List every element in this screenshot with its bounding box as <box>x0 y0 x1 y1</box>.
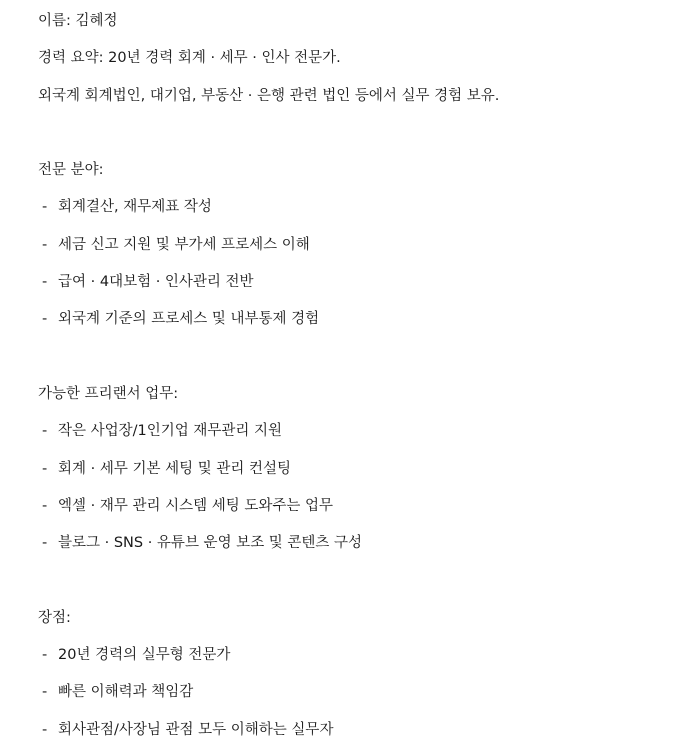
freelance-item-text: 블로그 · SNS · 유튜브 운영 보조 및 콘텐츠 구성 <box>58 535 363 552</box>
strengths-item-text: 20년 경력의 실무형 전문가 <box>58 647 231 664</box>
freelance-item <box>38 532 690 569</box>
expertise-heading: 전문 분야: <box>38 162 104 179</box>
expertise-item-text: 외국계 기준의 프로세스 및 내부통제 경험 <box>58 311 320 328</box>
expertise-item <box>38 234 690 271</box>
spacer <box>38 122 690 159</box>
freelance-item-text: 회계 · 세무 기본 세팅 및 관리 컨설팅 <box>58 460 291 477</box>
strengths-item-text: 빠른 이해력과 책임감 <box>58 684 194 701</box>
bullet-dash: - <box>42 199 48 216</box>
freelance-item <box>38 458 690 495</box>
bullet-dash: - <box>42 684 48 701</box>
bullet-dash: - <box>42 535 48 552</box>
expertise-item <box>38 271 690 308</box>
experience-background-line: 외국계 회계법인, 대기업, 부동산 · 은행 관련 법인 등에서 실무 경험 보유. <box>38 87 500 104</box>
expertise-item-text: 회계결산, 재무제표 작성 <box>58 199 212 216</box>
strengths-item <box>38 644 690 681</box>
profile-document <box>38 10 690 756</box>
strengths-item <box>38 681 690 718</box>
bullet-dash: - <box>42 311 48 328</box>
freelance-item-text: 엑셀 · 재무 관리 시스템 세팅 도와주는 업무 <box>58 497 333 514</box>
bullet-dash: - <box>42 423 48 440</box>
freelance-item-text: 작은 사업장/1인기업 재무관리 지원 <box>58 423 283 440</box>
spacer <box>38 346 690 383</box>
freelance-item <box>38 495 690 532</box>
expertise-item-text: 세금 신고 지원 및 부가세 프로세스 이해 <box>58 236 310 253</box>
name-line: 이름: 김혜정 <box>38 13 118 29</box>
strengths-item <box>38 719 690 756</box>
bullet-dash: - <box>42 721 48 738</box>
expertise-item <box>38 308 690 345</box>
spacer <box>38 569 690 606</box>
expertise-item-text: 급여 · 4대보험 · 인사관리 전반 <box>58 274 254 291</box>
bullet-dash: - <box>42 647 48 664</box>
bullet-dash: - <box>42 460 48 477</box>
strengths-item-text: 회사관점/사장님 관점 모두 이해하는 실무자 <box>58 721 334 738</box>
bullet-dash: - <box>42 236 48 253</box>
bullet-dash: - <box>42 497 48 514</box>
freelance-heading: 가능한 프리랜서 업무: <box>38 385 179 402</box>
expertise-item <box>38 196 690 233</box>
freelance-item <box>38 420 690 457</box>
career-summary-line: 경력 요약: 20년 경력 회계 · 세무 · 인사 전문가. <box>38 50 341 67</box>
strengths-heading: 장점: <box>38 609 71 626</box>
bullet-dash: - <box>42 274 48 291</box>
